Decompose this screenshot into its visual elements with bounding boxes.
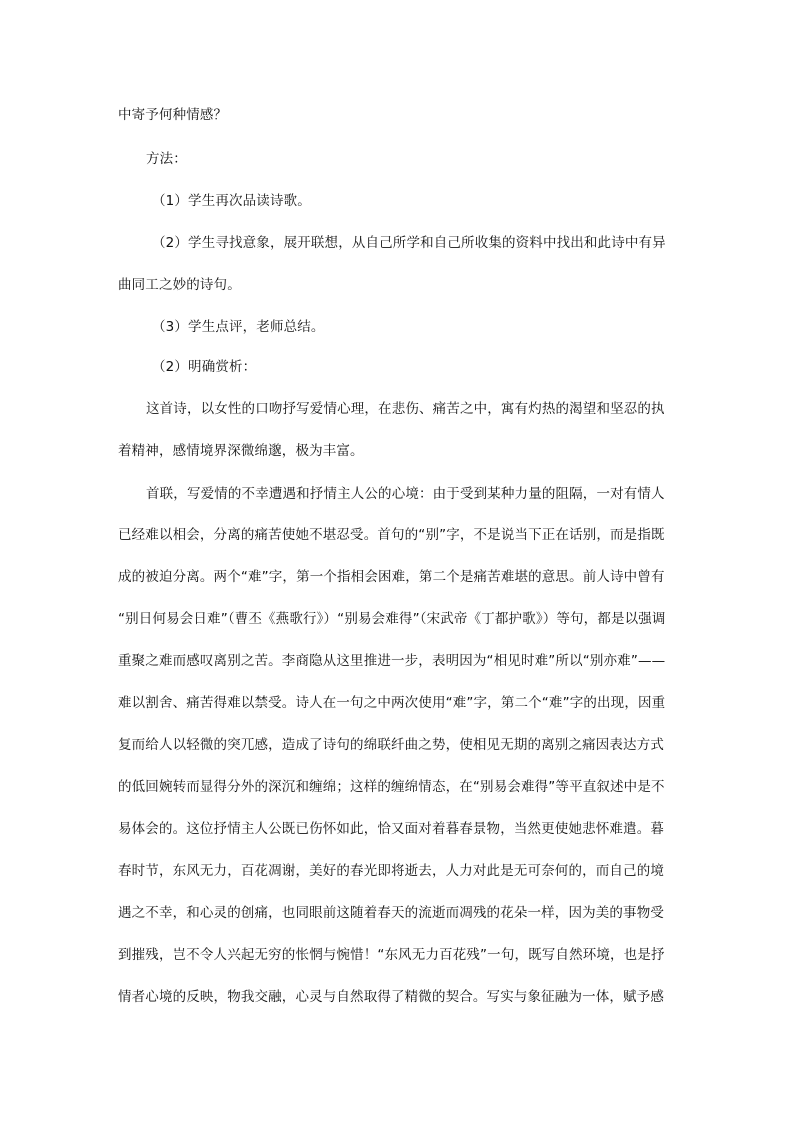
paragraph-line: 复而给人以轻微的突兀感，造成了诗句的绵联纤曲之势，使相见无期的离别之痛因表达方式 bbox=[118, 737, 664, 753]
paragraph-line: 这首诗，以女性的口吻抒写爱情心理，在悲伤、痛苦之中，寓有灼热的渴望和坚忍的执 bbox=[146, 401, 665, 417]
paragraph-line: （2）明确赏析： bbox=[152, 359, 257, 375]
paragraph-line: 已经难以相会，分离的痛苦使她不堪忍受。首句的“别”字，不是说当下正在话别，而是指既 bbox=[118, 527, 665, 543]
paragraph-line: （2）学生寻找意象，展开联想，从自己所学和自己所收集的资料中找出和此诗中有异 bbox=[152, 235, 666, 251]
paragraph-line: 曲同工之妙的诗句。 bbox=[118, 277, 241, 293]
paragraph-line: 着精神，感情境界深微绵邈，极为丰富。 bbox=[118, 443, 364, 459]
paragraph-line: 春时节，东风无力，百花凋谢，美好的春光即将逝去，人力对此是无可奈何的，而自己的境 bbox=[118, 863, 664, 879]
paragraph-line: 到摧残，岂不令人兴起无穷的怅惘与惋惜！“东风无力百花残”一句，既写自然环境，也是抒 bbox=[118, 947, 665, 963]
paragraph-line: “别日何易会日难”（曹丕《燕歌行》）“别易会难得”（宋武帝《丁都护歌》）等句，都是以强调 bbox=[118, 611, 666, 627]
paragraph-line: 首联，写爱情的不幸遭遇和抒情主人公的心境：由于受到某种力量的阻隔，一对有情人 bbox=[146, 486, 665, 502]
paragraph-line: 中寄予何种情感？ bbox=[118, 107, 228, 123]
paragraph-line: 难以割舍、痛苦得难以禁受。诗人在一句之中两次使用“难”字，第二个“难”字的出现，因重 bbox=[118, 695, 666, 711]
paragraph-line: （3）学生点评，老师总结。 bbox=[152, 319, 325, 335]
paragraph-line: 遇之不幸，和心灵的创痛，也同眼前这随着春天的流逝而凋残的花朵一样，因为美的事物受 bbox=[118, 905, 664, 921]
paragraph-line: 情者心境的反映，物我交融，心灵与自然取得了精微的契合。写实与象征融为一体，赋予感 bbox=[118, 989, 664, 1005]
paragraph-line: （1）学生再次品读诗歌。 bbox=[152, 193, 311, 209]
paragraph-line: 重聚之难而感叹离别之苦。李商隐从这里推进一步，表明因为“相见时难”所以“别亦难”—— bbox=[118, 653, 666, 669]
paragraph-line: 成的被迫分离。两个“难”字，第一个指相会困难，第二个是痛苦难堪的意思。前人诗中曾有 bbox=[118, 569, 665, 585]
paragraph-line: 易体会的。这位抒情主人公既已伤怀如此，恰又面对着暮春景物，当然更使她悲怀难遣。暮 bbox=[118, 821, 664, 837]
paragraph-line: 的低回婉转而显得分外的深沉和缠绵；这样的缠绵情态，在“别易会难得”等平直叙述中是不 bbox=[118, 779, 665, 795]
paragraph-line: 方法： bbox=[146, 151, 187, 167]
